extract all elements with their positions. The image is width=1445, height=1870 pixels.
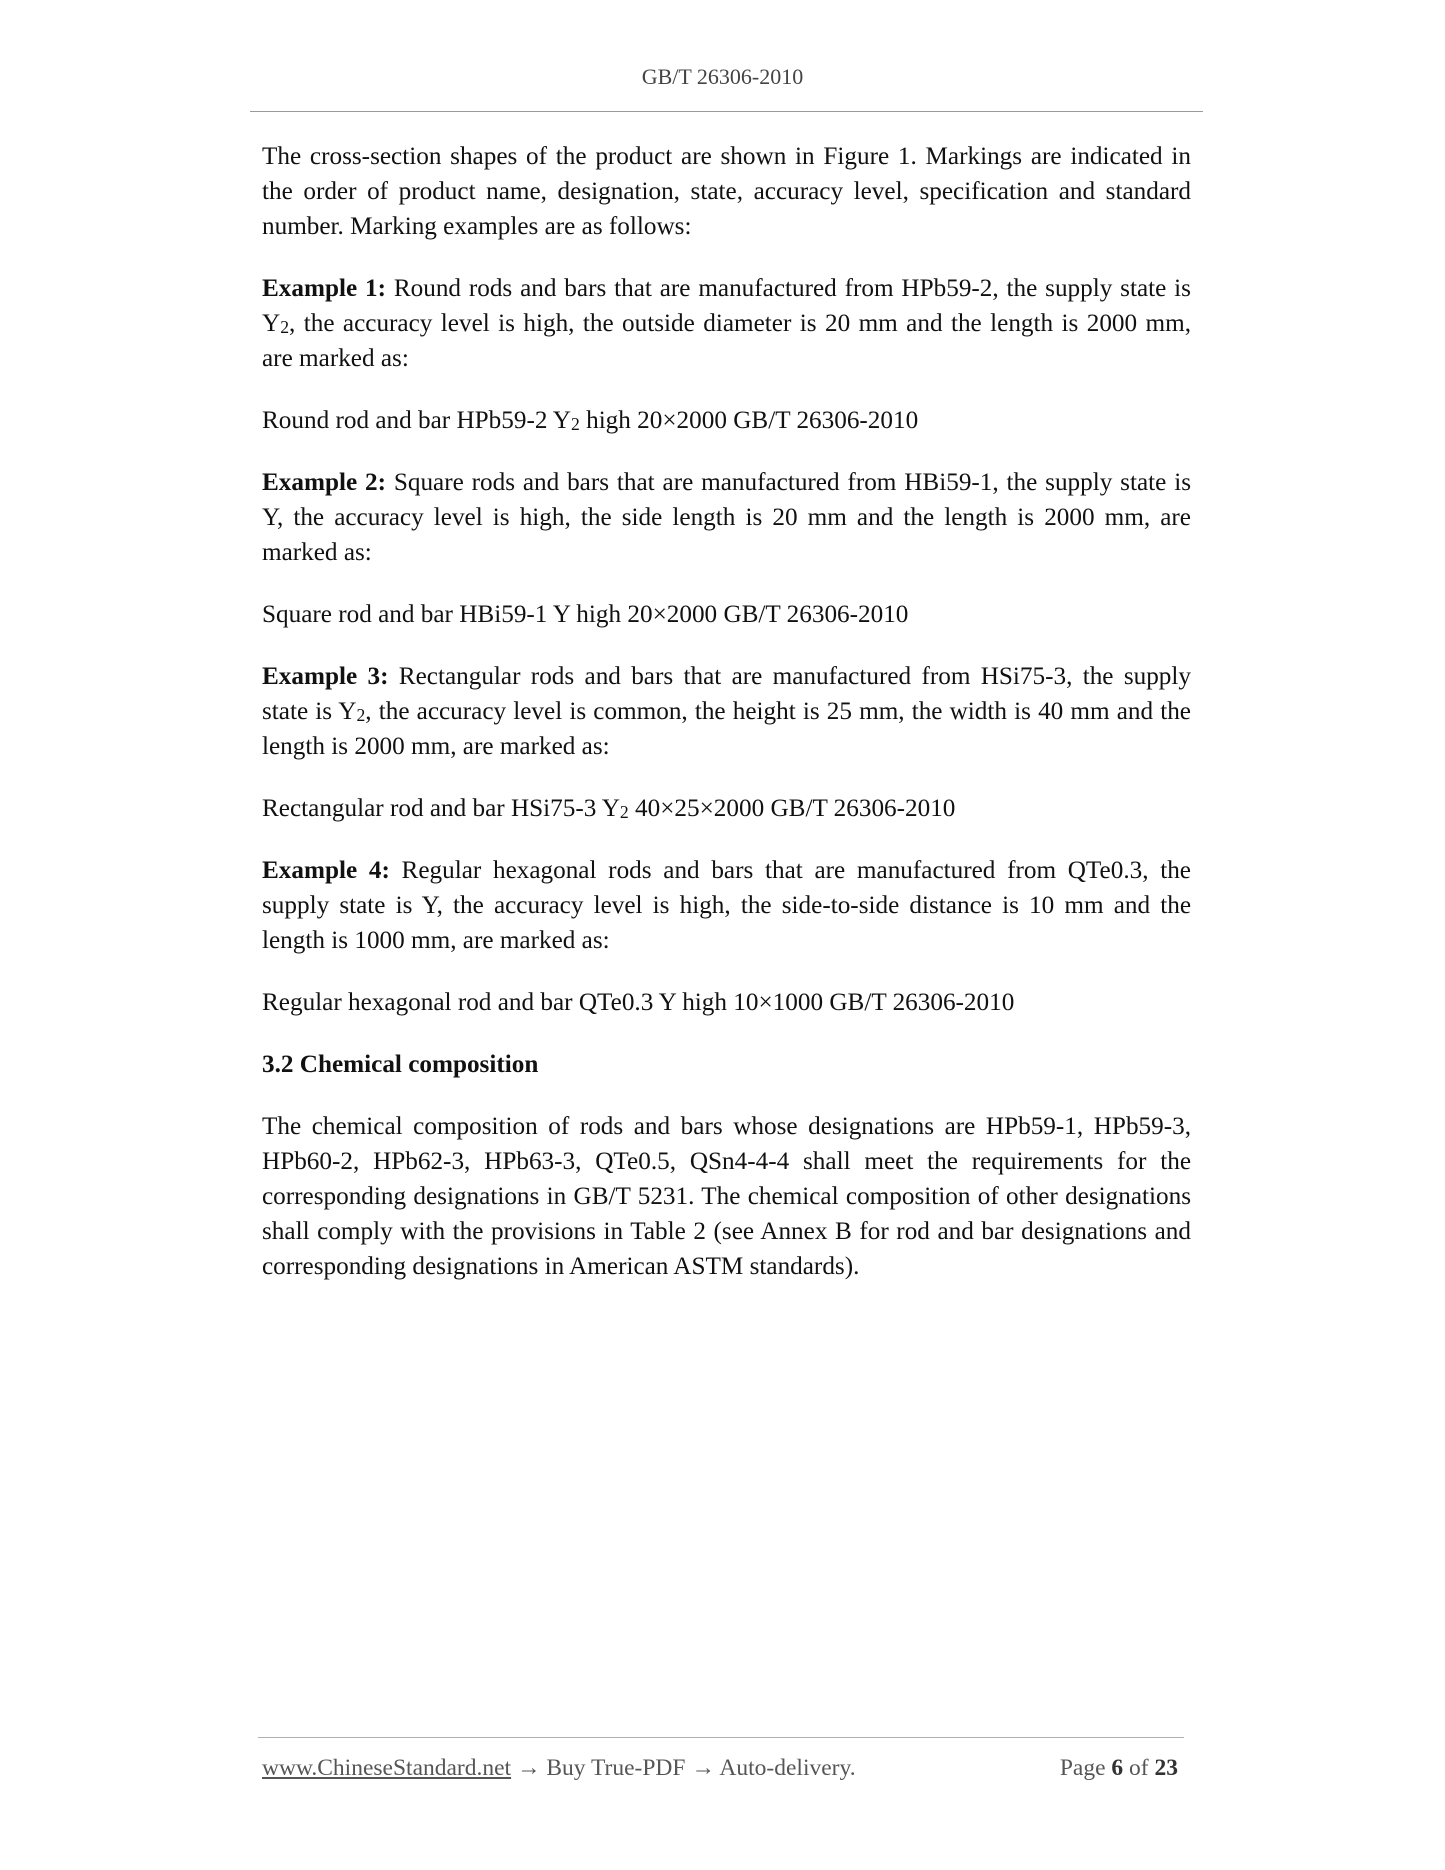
example-2-text: Square rods and bars that are manufactured from HBi59-1, the supply state is Y, the accuracy level is high, the side length is 20 mm and the length is 2000 mm, are marked as: <box>262 469 1191 566</box>
example-4-label: Example 4: <box>262 857 390 884</box>
example-3-marking <box>262 791 1191 826</box>
section-paragraph: The chemical composition of rods and bars whose designations are HPb59-1, HPb59-3, HPb60-2, HPb62-3, HPb63-3, QTe0.5, QSn4-4-4 shall meet the requirements for the corresponding designations in GB/T 5231. The chemical composition of other designations shall comply with the provisions in Table 2 (see Annex B for rod and bar designations and corresponding designations in American ASTM standards). <box>262 1113 1191 1280</box>
page-number <box>1060 1755 1178 1782</box>
example-1-marking <box>262 403 1191 438</box>
header-divider <box>250 111 1203 112</box>
example-1-text-a: Round rods and bars that are manufactured from HPb59-2, the supply state is Y <box>262 275 1191 337</box>
example-2-marking: Square rod and bar HBi59-1 Y high 20×2000 GB/T 26306-2010 <box>262 601 909 628</box>
example-3-text-b: , the accuracy level is common, the height is 25 mm, the width is 40 mm and the length is 2000 mm, are marked as: <box>262 698 1191 760</box>
auto-delivery-text: Auto-delivery. <box>719 1755 856 1781</box>
website-link[interactable]: www.ChineseStandard.net <box>262 1755 512 1781</box>
example-1-marking-b: high 20×2000 GB/T 26306-2010 <box>579 407 919 434</box>
current-page: 6 <box>1111 1755 1124 1781</box>
total-pages: 23 <box>1154 1755 1178 1781</box>
example-3-text-a: Rectangular rods and bars that are manufactured from HSi75-3, the supply state is Y <box>262 663 1191 725</box>
arrow-right-icon: → <box>691 1755 715 1781</box>
page-header-title: GB/T 26306-2010 <box>641 64 804 89</box>
example-2-paragraph <box>262 465 1191 570</box>
example-1-paragraph <box>262 271 1191 376</box>
footer-promo <box>262 1755 856 1782</box>
example-3-label: Example 3: <box>262 663 389 690</box>
page-word: Page <box>1059 1755 1106 1781</box>
section-heading: 3.2 Chemical composition <box>262 1051 539 1078</box>
example-3-subscript: 2 <box>356 704 366 725</box>
example-1-text-b: , the accuracy level is high, the outside diameter is 20 mm and the length is 2000 mm, are marked as: <box>262 310 1191 372</box>
of-word: of <box>1129 1755 1149 1781</box>
example-2-label: Example 2: <box>262 469 386 496</box>
document-body <box>262 139 1191 1311</box>
intro-paragraph: The cross-section shapes of the product are shown in Figure 1. Markings are indicated in the order of product name, designation, state, accuracy level, specification and standard number. Marking examples are as follows: <box>262 143 1191 240</box>
example-3-marking-b: 40×25×2000 GB/T 26306-2010 <box>628 795 956 822</box>
example-1-label: Example 1: <box>262 275 386 302</box>
example-4-text: Regular hexagonal rods and bars that are manufactured from QTe0.3, the supply state is Y, the accuracy level is high, the side-to-side distance is 10 mm and the length is 1000 mm, are marked as: <box>262 857 1191 954</box>
example-3-paragraph <box>262 659 1191 764</box>
example-3-marking-subscript: 2 <box>619 801 629 822</box>
example-1-marking-a: Round rod and bar HPb59-2 Y <box>262 407 571 434</box>
footer-divider <box>258 1737 1184 1738</box>
example-3-marking-a: Rectangular rod and bar HSi75-3 Y <box>262 795 620 822</box>
example-1-subscript: 2 <box>280 316 290 337</box>
example-4-paragraph <box>262 853 1191 958</box>
example-4-marking: Regular hexagonal rod and bar QTe0.3 Y high 10×1000 GB/T 26306-2010 <box>262 989 1015 1016</box>
example-1-marking-subscript: 2 <box>570 413 580 434</box>
arrow-right-icon: → <box>516 1755 541 1781</box>
buy-pdf-text: Buy True-PDF <box>546 1755 686 1781</box>
